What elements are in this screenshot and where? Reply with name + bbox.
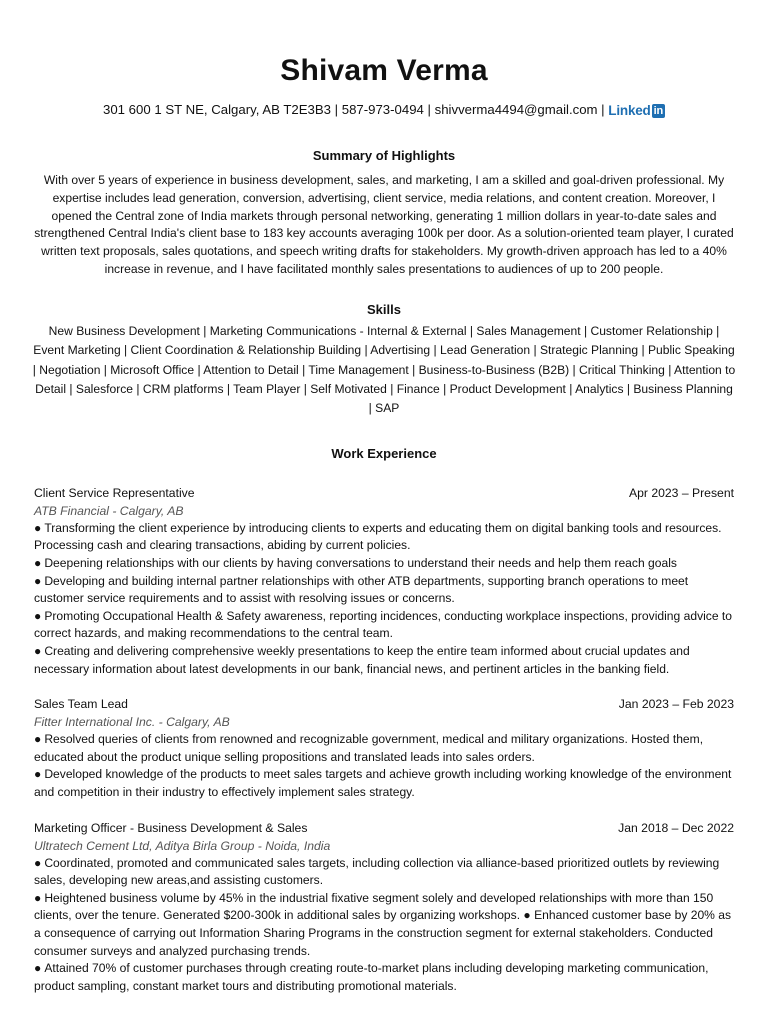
work-experience-heading: Work Experience <box>331 445 437 461</box>
job-company: Fitter International Inc. - Calgary, AB <box>34 715 230 730</box>
linkedin-icon[interactable] <box>608 102 665 120</box>
job-entry <box>34 485 734 678</box>
job-role: Marketing Officer - Business Development & Sales <box>34 820 308 835</box>
skills-heading: Skills <box>367 301 401 317</box>
job-role: Sales Team Lead <box>34 697 128 712</box>
bullet-item: ● Coordinated, promoted and communicated sales targets, including collection via alliance-based prioritized outlets by reviewing sales, developing new areas,and assisting customers. <box>34 855 720 888</box>
job-dates: Jan 2018 – Dec 2022 <box>618 820 734 835</box>
job-header <box>34 820 734 837</box>
linkedin-wordmark: Linked <box>608 103 651 118</box>
skills-text: New Business Development | Marketing Communications - Internal & External | Sales Management | Customer Relationship | Event Marketing | Client Coordination & Relationship Building | Advertising | Lead Generation | Strategic Planning | Public Speaking | Negotiation | Microsoft Office | Attention to Detail | Time Management | Business-to-Business (B2B) | Critical Thinking | Attention to Detail | Salesforce | CRM platforms | Team Player | Self Motivated | Finance | Product Development | Analytics | Business Planning | SAP <box>32 323 736 416</box>
bullet-icon: ● <box>34 520 42 535</box>
bullet-item: ● Resolved queries of clients from renowned and recognizable government, medical and military organizations. Hosted them, educated about the product unique selling propositions and translated leads into sales orders. <box>34 732 704 764</box>
bullet-icon: ● <box>34 890 42 905</box>
bullet-icon: ● <box>34 556 42 570</box>
job-dates: Jan 2023 – Feb 2023 <box>618 697 734 712</box>
bullet-icon: ● <box>34 767 42 782</box>
job-role: Client Service Representative <box>34 485 195 500</box>
bullet-item: ● Developed knowledge of the products to meet sales targets and achieve growth including working knowledge of the environment and competition in their industry to effectively implement sales strategy. <box>34 767 732 799</box>
bullet-icon: ● <box>34 961 42 976</box>
contact-details: 301 600 1 ST NE, Calgary, AB T2E3B3 | 587-973-0494 | shivverma4494@gmail.com | <box>103 102 605 117</box>
bullet-icon: ● <box>34 608 42 623</box>
job-bullets <box>34 731 734 801</box>
bullet-icon: ● <box>34 732 42 747</box>
bullet-icon: ● <box>34 855 42 870</box>
summary-heading: Summary of Highlights <box>312 148 456 163</box>
job-bullets <box>34 855 734 996</box>
job-entry <box>34 696 734 801</box>
job-entry <box>34 820 734 996</box>
contact-line <box>34 101 734 120</box>
job-header <box>34 696 734 713</box>
candidate-name: Shivam Verma <box>280 54 488 87</box>
bullet-item: ● Heightened business volume by 45% in the industrial fixative segment solely and developed relationships with more than 150 clients, over the tenure. Generated $200-300k in additional sales by organizing workshops. ● Enhanced customer base by 20% as a consequence of carrying out Information Sharing Programs in the construction segment for external stakeholders. Conducted consumer surveys and analyzed purchasing trends. <box>34 890 732 958</box>
bullet-icon: ● <box>34 573 42 588</box>
job-header <box>34 485 734 502</box>
job-bullets <box>34 520 734 678</box>
bullet-icon: ● <box>34 643 42 658</box>
bullet-item: ● Developing and building internal partner relationships with other ATB departments, supporting branch operations to meet customer service requirements and to assist with resolving issues or concerns. <box>34 573 689 606</box>
job-company: Ultratech Cement Ltd, Aditya Birla Group - Noida, India <box>34 838 331 853</box>
bullet-item: ● Deepening relationships with our clients by having conversations to understand their needs and help them reach goals <box>34 556 677 570</box>
bullet-item: ● Promoting Occupational Health & Safety awareness, reporting incidences, conducting workplace inspections, providing advice to correct hazards, and making recommendations to the central team. <box>34 608 733 641</box>
bullet-item: ● Attained 70% of customer purchases through creating route-to-market plans including developing marketing communication, product sampling, constant market tours and distributing promotional materials. <box>34 961 709 993</box>
bullet-item: ● Transforming the client experience by introducing clients to experts and educating them on digital banking tools and resources. Processing cash and clearing transactions, abiding by current policies. <box>34 520 722 553</box>
bullet-item: ● Creating and delivering comprehensive weekly presentations to keep the entire team informed about crucial updates and necessary information about latest developments in our bank, financial news, and pertinent articles in the banking field. <box>34 643 690 676</box>
linkedin-in-badge: in <box>653 105 663 117</box>
job-dates: Apr 2023 – Present <box>628 485 734 500</box>
job-company: ATB Financial - Calgary, AB <box>34 503 184 518</box>
summary-text: With over 5 years of experience in business development, sales, and marketing, I am a skilled and goal-driven professional. My expertise includes lead generation, conversion, advertising, client service, media relations, and content creation. Moreover, I opened the Central zone of India markets through personal networking, generating 1 million dollars in year-to-date sales and strengthened Central India's client base to 183 key accounts averaging 100k per door. As a solution-oriented team player, I curated written text proposals, sales quotations, and speech writing drafts for stakeholders. My growth-driven approach has led to a 40% increase in revenue, and I have facilitated monthly sales presentations to audiences of up to 200 people. <box>34 173 734 276</box>
